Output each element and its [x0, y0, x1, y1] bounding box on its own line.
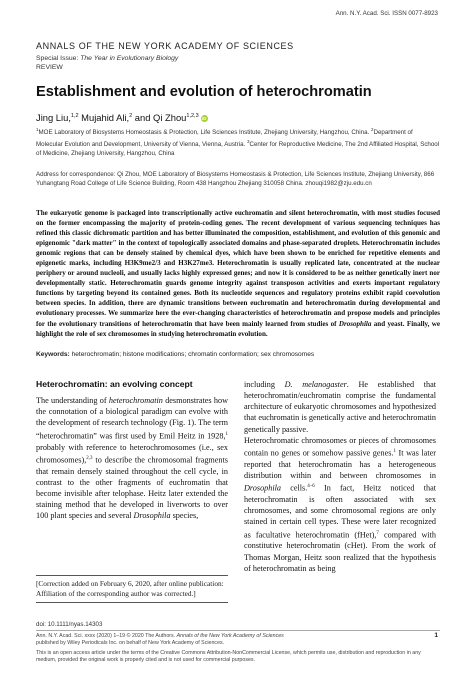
journal-name: ANNALS OF THE NEW YORK ACADEMY OF SCIENCES: [36, 41, 294, 51]
affiliations: [36, 126, 440, 158]
body-text: probably with reference to heterochromosomes (i.e., sex chromosomes),: [36, 442, 228, 465]
citation-ref[interactable]: 7: [376, 530, 379, 536]
body-column-right: [244, 379, 436, 574]
citation-ref[interactable]: 1: [225, 431, 228, 437]
body-text: In fact, Heitz noticed that heterochromatin is often associated with sex chromosomes, and some chromosomal regions are only stained in certain cell types. These were later recognized as facultative heterochromatin (fHet),: [244, 483, 437, 540]
keywords: [36, 351, 314, 358]
abstract: [36, 208, 440, 339]
citation-ref[interactable]: 2,3: [86, 455, 93, 461]
body-italic: Drosophila: [244, 483, 281, 493]
citation-ref[interactable]: 1: [393, 448, 396, 454]
orcid-icon[interactable]: iD: [201, 116, 207, 121]
journal-italic: Annals of the New York Academy of Sciences: [176, 633, 284, 639]
author-affil-ref: 2: [129, 112, 133, 119]
special-issue-prefix: Special Issue:: [36, 55, 79, 62]
body-italic: Drosophila: [133, 511, 171, 521]
author-affil-ref: 1,2,3: [186, 112, 199, 119]
correction-note: [Correction added on February 6, 2020, after online publication: Affiliation of the corresponding author was corrected.]: [36, 575, 228, 603]
publisher-text: published by Wiley Periodicals Inc. on behalf of New York Academy of Sciences.: [36, 640, 225, 646]
special-issue: [36, 55, 178, 62]
keywords-label: Keywords:: [36, 351, 70, 358]
body-text: cells.: [290, 483, 308, 493]
body-paragraph: [244, 379, 436, 435]
abstract-text-end: and yeast. Finally, we highlight the role of sex chromosomes in studying heterochromatin evolution.: [36, 319, 441, 338]
body-text: species,: [172, 511, 199, 521]
body-text: Heterochromatic chromosomes or pieces of chromosomes contain no genes or somehow passive genes.: [244, 435, 436, 458]
body-column-left: [36, 379, 228, 521]
affil-number: 3: [246, 138, 250, 144]
body-text: including: [244, 380, 275, 389]
body-text: It was later reported that heterochromatin has a heterogeneous distribution within and between chromosomes in: [244, 448, 436, 480]
affiliation-text: MOE Laboratory of Biosystems Homeostasis & Protection, Life Sciences Institute, Zhejiang University, Hangzhou, China.: [38, 129, 370, 137]
affiliation-text: Center for Reproductive Medicine, The 2nd Affiliated Hospital, School of Medicine, Zhejiang University, Hangzhou, China: [36, 140, 440, 157]
body-text: . He established that heterochromatin/euchromatin comprise the fundamental architecture of eukaryotic chromosomes and hypothesized that euchromatin is genetically active and heterochromatin genetically passive.: [244, 380, 436, 434]
body-text: desmonstrates how the connotation of a biological paradigm can evolve with the development of research technology (Fig. 1). The term “heterochromatin” was first used by Emil Heitz in 1928,: [36, 396, 229, 441]
journal-issn: Ann. N.Y. Acad. Sci. ISSN 0077-8923: [335, 10, 438, 17]
author-name[interactable]: Mujahid Ali,: [78, 112, 130, 123]
affiliation-text: Department of Molecular Evolution and Development, University of Vienna, Vienna, Austria.: [36, 129, 413, 148]
author-name[interactable]: and Qi Zhou: [132, 112, 187, 123]
article-title: Establishment and evolution of heterochromatin: [36, 84, 372, 100]
page-number: 1: [434, 632, 438, 639]
affil-number: 1: [36, 127, 39, 132]
correspondence-address: Address for correspondence: Qi Zhou, MOE Laboratory of Biosystems Homeostasis & Protection, Life Sciences Institute, Zhejiang University, 866 Yuhangtang Road College of Life Science Building, Room 438 Hangzhou Zhejiang 310058 China. zhouqi1982@zju.edu.cn: [36, 171, 435, 187]
copyright-text: Ann. N.Y. Acad. Sci. xxxx (2020) 1–19 © 2020 The Authors.: [36, 633, 176, 639]
abstract-text: The eukaryotic genome is packaged into transcriptionally active euchromatin and silent heterochromatin, with most studies focused on the former encompassing the majority of protein-coding genes. The recent development of various sequencing techniques has refined this classic dichromatic partition and has better illuminated the composition, establishment, and evolution of this genomic and epigenomic "dark matter" in the context of topologically associated domains and phase-separated droplets. Heterochromatin includes genomic regions that can be densely stained by chemical dyes, which have been shown to be enriched for repetitive elements and epigenetic marks, including H3K9me2/3 and H3K27me3. Heterochromatin is usually replicated late, concentrated at the nuclear periphery or around nucleoli, and usually lacks highly expressed genes; and now it is considered to be as neither genetically inert nor developmentally static. Heterochromatin guards genome integrity against transposon activities and exerts important regulatory functions by targeting beyond its contained genes. Both its nucleotide sequences and regulatory proteins exhibit rapid coevolution between species. In addition, there are dynamic transitions between euchromatin and heterochromatin during developmental and evolutionary processes. We summarize here the ever-changing characteristics of heterochromatin and propose models and principles for the evolutionary transitions of heterochromatin that have been mainly learned from studies of: [36, 209, 440, 328]
body-italic: heterochromatin: [108, 396, 163, 406]
article-type: REVIEW: [36, 64, 63, 71]
body-text: The understanding of: [36, 396, 107, 406]
abstract-italic: Drosophila: [338, 319, 372, 328]
author-affil-ref: 1,2: [70, 112, 79, 119]
affil-number: 2: [370, 127, 374, 132]
license-text: This is an open access article under the terms of the Creative Commons Attribution-NonCommercial License, which permits use, distribution and reproduction in any medium, provided the original work is properly cited and is not used for commercial purposes.: [36, 650, 421, 663]
body-text: to describe the chromosomal fragments that remain densely stained throughout the cell cycle, in contrast to the other fragments of euchromatin that become invisible after telophase. Heitz later extended the staining method that he developed in liverworts to over 100 plant species and several: [36, 455, 228, 521]
body-italic: D. melanogaster: [284, 380, 347, 389]
body-paragraph: [36, 395, 228, 521]
body-text: compared with constitutive heterochromatin (cHet). From the work of Thomas Morgan, Heitz soon realized that the hypothesis of heterochromatin as being: [244, 530, 436, 573]
doi-link[interactable]: doi: 10.1111/nyas.14303: [36, 621, 103, 628]
special-issue-title: The Year in Evolutionary Biology: [80, 55, 179, 62]
author-list: [36, 112, 208, 123]
keywords-list: heterochromatin; histone modifications; chromatin conformation; sex chromosomes: [71, 351, 315, 358]
body-paragraph: [244, 435, 436, 574]
citation-ref[interactable]: 4–6: [307, 484, 315, 490]
section-heading: Heterochromatin: an evolving concept: [36, 379, 193, 389]
copyright-footer: [36, 630, 440, 647]
author-name[interactable]: Jing Liu,: [36, 112, 71, 123]
